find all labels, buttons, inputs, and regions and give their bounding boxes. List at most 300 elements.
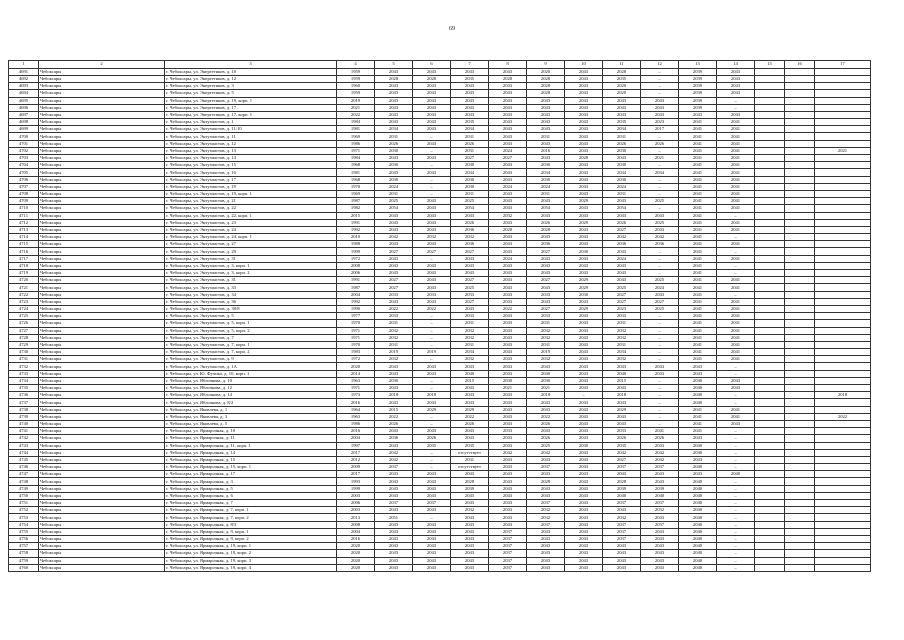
settlement-cell: Чебоксары <box>39 313 165 320</box>
value-cell: 2030 <box>565 291 603 298</box>
value-cell: 2035 <box>603 75 641 82</box>
table-row <box>9 219 871 226</box>
address-cell: г. Чебоксары, ул. Энтузиастов, д. 1А <box>165 363 337 370</box>
value-cell: 2022 <box>337 111 375 118</box>
value-cell: – <box>717 564 755 571</box>
value-cell: 2043 <box>413 557 451 564</box>
value-cell: 2032 <box>413 234 451 241</box>
settlement-cell: Чебоксары <box>39 492 165 499</box>
value-cell: 2020 <box>337 543 375 550</box>
value-cell: 2041 <box>679 262 717 269</box>
settlement-cell: Чебоксары <box>39 212 165 219</box>
value-cell: 2043 <box>375 212 413 219</box>
value-cell: 2025 <box>641 277 679 284</box>
value-cell: – <box>641 327 679 334</box>
value-cell: 2043 <box>489 370 527 377</box>
row-number-cell: 4727 <box>9 327 39 334</box>
column-number-header: 8 <box>489 61 527 69</box>
value-cell: 2040 <box>679 557 717 564</box>
table-row <box>9 176 871 183</box>
table-row <box>9 277 871 284</box>
address-cell: г. Чебоксары, ул. Энтузиастов, д. 19, корп. 1 <box>165 190 337 197</box>
value-cell: 2020 <box>603 83 641 90</box>
value-cell <box>785 291 815 298</box>
value-cell: 2027 <box>451 155 489 162</box>
settlement-cell: Чебоксары <box>39 320 165 327</box>
settlement-cell: Чебоксары <box>39 219 165 226</box>
value-cell: 2037 <box>603 521 641 528</box>
settlement-cell: Чебоксары <box>39 140 165 147</box>
address-cell: г. Чебоксары, ул. Ярмарочная, д. 5 <box>165 485 337 492</box>
value-cell: 2043 <box>717 385 755 392</box>
row-number-cell: 4715 <box>9 241 39 248</box>
value-cell: 1982 <box>337 205 375 212</box>
value-cell: 2029 <box>565 219 603 226</box>
settlement-cell: Чебоксары <box>39 370 165 377</box>
value-cell: 2043 <box>717 420 755 427</box>
value-cell: 2043 <box>375 90 413 97</box>
value-cell: 2028 <box>603 68 641 75</box>
value-cell: 2028 <box>527 226 565 233</box>
value-cell: 2043 <box>451 528 489 535</box>
value-cell: 2037 <box>641 521 679 528</box>
value-cell: 2043 <box>527 198 565 205</box>
value-cell: 2032 <box>527 356 565 363</box>
settlement-cell: Чебоксары <box>39 169 165 176</box>
value-cell: 2027 <box>413 248 451 255</box>
value-cell: – <box>641 255 679 262</box>
value-cell: 1971 <box>337 334 375 341</box>
value-cell: 2022 <box>815 413 871 420</box>
row-number-cell: 4730 <box>9 349 39 356</box>
value-cell: 2041 <box>679 155 717 162</box>
value-cell: 2041 <box>717 298 755 305</box>
value-cell <box>785 500 815 507</box>
value-cell: 2040 <box>603 492 641 499</box>
value-cell: – <box>641 147 679 154</box>
value-cell: 2041 <box>679 298 717 305</box>
row-number-cell: 4699 <box>9 126 39 133</box>
settlement-cell: Чебоксары <box>39 241 165 248</box>
column-number-header: 9 <box>527 61 565 69</box>
value-cell: – <box>717 262 755 269</box>
value-cell: 2020 <box>337 564 375 571</box>
value-cell <box>815 226 871 233</box>
value-cell <box>755 313 785 320</box>
address-cell: г. Чебоксары, ул. Яблочкова, д. 10 <box>165 377 337 384</box>
value-cell: 2032 <box>527 514 565 521</box>
value-cell: 1971 <box>337 147 375 154</box>
value-cell: 2043 <box>413 226 451 233</box>
address-cell: г. Чебоксары, ул. Энтузиастов, д. 33 <box>165 284 337 291</box>
address-cell: г. Чебоксары, ул. Ярмарочная, д. 11, корп. 1 <box>165 442 337 449</box>
value-cell: 2043 <box>603 543 641 550</box>
value-cell: 1968 <box>337 176 375 183</box>
value-cell <box>815 349 871 356</box>
address-cell: г. Чебоксары, ул. Энтузиастов, д. 5, корп. 1 <box>165 320 337 327</box>
value-cell: – <box>413 464 451 471</box>
value-cell <box>815 492 871 499</box>
value-cell: 2026 <box>451 420 489 427</box>
value-cell: 2041 <box>717 147 755 154</box>
value-cell: – <box>413 456 451 463</box>
value-cell: 2041 <box>679 428 717 435</box>
value-cell: 2040 <box>679 507 717 514</box>
value-cell: – <box>717 399 755 406</box>
value-cell: 2026 <box>603 219 641 226</box>
value-cell: 2043 <box>375 428 413 435</box>
value-cell <box>785 83 815 90</box>
table-row <box>9 284 871 291</box>
value-cell: 2043 <box>375 111 413 118</box>
value-cell: 2034 <box>603 349 641 356</box>
address-cell: г. Чебоксары, ул. Энтузиастов, д. 16 <box>165 169 337 176</box>
value-cell: 2043 <box>375 119 413 126</box>
address-cell: г. Чебоксары, ул. Яковлева, д. 5 <box>165 420 337 427</box>
value-cell <box>755 420 785 427</box>
address-cell: г. Чебоксары, ул. Энтузиастов, д. 12 <box>165 140 337 147</box>
table-row <box>9 528 871 535</box>
value-cell: 2043 <box>527 212 565 219</box>
value-cell <box>785 90 815 97</box>
value-cell: 2032 <box>375 327 413 334</box>
value-cell: 2030 <box>375 377 413 384</box>
settlement-cell: Чебоксары <box>39 111 165 118</box>
value-cell <box>815 514 871 521</box>
value-cell: 2018 <box>527 392 565 399</box>
value-cell <box>815 363 871 370</box>
settlement-cell: Чебоксары <box>39 507 165 514</box>
value-cell: 2043 <box>489 198 527 205</box>
value-cell: 2039 <box>603 485 641 492</box>
table-row <box>9 521 871 528</box>
value-cell: 1981 <box>337 169 375 176</box>
value-cell: 1972 <box>337 356 375 363</box>
value-cell: 2043 <box>375 255 413 262</box>
table-row <box>9 234 871 241</box>
value-cell: 2040 <box>679 485 717 492</box>
value-cell <box>755 521 785 528</box>
value-cell: 2042 <box>375 449 413 456</box>
value-cell: 2043 <box>565 535 603 542</box>
value-cell: – <box>717 270 755 277</box>
value-cell: 2029 <box>451 406 489 413</box>
value-cell <box>785 176 815 183</box>
value-cell: 1971 <box>337 385 375 392</box>
value-cell <box>755 68 785 75</box>
value-cell: – <box>717 392 755 399</box>
value-cell <box>815 449 871 456</box>
value-cell <box>755 550 785 557</box>
row-number-cell: 4746 <box>9 464 39 471</box>
value-cell: 2043 <box>679 435 717 442</box>
value-cell: – <box>413 183 451 190</box>
value-cell: 1993 <box>337 478 375 485</box>
address-cell: г. Чебоксары, ул. Ярмарочная, д. 10 <box>165 428 337 435</box>
address-cell: г. Чебоксары, ул. Ярмарочная, д. 6 <box>165 492 337 499</box>
value-cell: – <box>717 428 755 435</box>
table-row <box>9 262 871 269</box>
value-cell <box>815 234 871 241</box>
value-cell: 2043 <box>413 399 451 406</box>
value-cell: 2019 <box>337 97 375 104</box>
value-cell: 2043 <box>565 464 603 471</box>
row-number-cell: 4693 <box>9 83 39 90</box>
table-row <box>9 83 871 90</box>
settlement-cell: Чебоксары <box>39 176 165 183</box>
value-cell: 2043 <box>603 155 641 162</box>
value-cell <box>785 334 815 341</box>
table-row <box>9 564 871 571</box>
value-cell: – <box>413 449 451 456</box>
value-cell: 2003 <box>337 507 375 514</box>
value-cell: 2041 <box>717 155 755 162</box>
value-cell: 2040 <box>451 370 489 377</box>
value-cell: 2043 <box>489 241 527 248</box>
value-cell: 2037 <box>375 500 413 507</box>
address-cell: г. Чебоксары, ул. Энтузиастов, д. 19 <box>165 183 337 190</box>
value-cell: 2015 <box>603 377 641 384</box>
header-row <box>9 61 871 69</box>
value-cell <box>755 126 785 133</box>
value-cell <box>815 305 871 312</box>
value-cell <box>785 449 815 456</box>
value-cell <box>815 126 871 133</box>
value-cell: – <box>717 521 755 528</box>
value-cell: 2043 <box>489 399 527 406</box>
value-cell: 2024 <box>489 255 527 262</box>
value-cell: 2029 <box>565 198 603 205</box>
value-cell: 2043 <box>603 550 641 557</box>
value-cell: 2041 <box>679 270 717 277</box>
address-cell: г. Чебоксары, ул. Энергетиков, д. 5 <box>165 90 337 97</box>
value-cell: 2043 <box>375 557 413 564</box>
value-cell: 2043 <box>375 507 413 514</box>
value-cell <box>815 435 871 442</box>
value-cell: 1977 <box>337 313 375 320</box>
value-cell: 2043 <box>641 514 679 521</box>
value-cell <box>755 528 785 535</box>
value-cell: 2043 <box>565 356 603 363</box>
value-cell: 1987 <box>337 198 375 205</box>
value-cell: – <box>717 370 755 377</box>
value-cell: 1972 <box>337 255 375 262</box>
table-row <box>9 248 871 255</box>
value-cell: 2043 <box>451 550 489 557</box>
value-cell: 2043 <box>565 370 603 377</box>
value-cell: 2008 <box>337 262 375 269</box>
value-cell <box>785 226 815 233</box>
value-cell: 2043 <box>527 234 565 241</box>
value-cell: 2025 <box>375 198 413 205</box>
value-cell: 2029 <box>565 277 603 284</box>
value-cell <box>815 341 871 348</box>
value-cell: 2043 <box>413 298 451 305</box>
value-cell: 2028 <box>527 83 565 90</box>
value-cell: 2043 <box>565 90 603 97</box>
value-cell: 2043 <box>603 413 641 420</box>
value-cell: 2043 <box>489 83 527 90</box>
table-row <box>9 543 871 550</box>
settlement-cell: Чебоксары <box>39 442 165 449</box>
value-cell: 2043 <box>375 492 413 499</box>
value-cell: 2043 <box>603 198 641 205</box>
row-number-cell: 4696 <box>9 104 39 111</box>
value-cell: – <box>717 104 755 111</box>
value-cell: 2026 <box>375 140 413 147</box>
value-cell: 2025 <box>451 284 489 291</box>
value-cell: 2033 <box>451 313 489 320</box>
value-cell: 2043 <box>375 155 413 162</box>
value-cell: 2043 <box>565 147 603 154</box>
value-cell: 2043 <box>375 83 413 90</box>
value-cell: 2037 <box>489 550 527 557</box>
value-cell: 2043 <box>717 75 755 82</box>
value-cell: 2036 <box>375 435 413 442</box>
value-cell: 2035 <box>451 75 489 82</box>
address-cell: г. Чебоксары, ул. Энтузиастов, д. 38/8 <box>165 305 337 312</box>
value-cell: 2026 <box>527 219 565 226</box>
value-cell <box>755 456 785 463</box>
value-cell: 2041 <box>679 420 717 427</box>
value-cell <box>815 442 871 449</box>
value-cell: 2040 <box>679 500 717 507</box>
value-cell: – <box>717 550 755 557</box>
value-cell: 1997 <box>337 442 375 449</box>
settlement-cell: Чебоксары <box>39 478 165 485</box>
value-cell: 2028 <box>489 226 527 233</box>
value-cell: 2043 <box>565 377 603 384</box>
value-cell: 2043 <box>565 68 603 75</box>
value-cell: – <box>413 334 451 341</box>
value-cell: 2041 <box>679 205 717 212</box>
value-cell: 2043 <box>489 341 527 348</box>
value-cell: 2043 <box>375 521 413 528</box>
table-row <box>9 442 871 449</box>
value-cell: 2033 <box>375 313 413 320</box>
value-cell: 2004 <box>337 291 375 298</box>
value-cell: 2035 <box>603 442 641 449</box>
table-row <box>9 392 871 399</box>
value-cell: 2031 <box>451 320 489 327</box>
value-cell <box>785 126 815 133</box>
value-cell: 1999 <box>337 485 375 492</box>
value-cell: 2043 <box>413 564 451 571</box>
value-cell: 2039 <box>679 83 717 90</box>
value-cell: 2028 <box>527 478 565 485</box>
value-cell <box>785 528 815 535</box>
value-cell: 2041 <box>679 327 717 334</box>
address-cell: г. Чебоксары, ул. Энергетиков, д. 12 <box>165 75 337 82</box>
value-cell: – <box>413 385 451 392</box>
value-cell: 2041 <box>679 190 717 197</box>
value-cell <box>815 219 871 226</box>
value-cell: 2043 <box>375 262 413 269</box>
value-cell: 2043 <box>413 492 451 499</box>
value-cell: 2040 <box>527 370 565 377</box>
value-cell: 2041 <box>679 305 717 312</box>
value-cell <box>755 399 785 406</box>
value-cell: 2043 <box>451 535 489 542</box>
row-number-cell: 4736 <box>9 392 39 399</box>
value-cell: 2031 <box>603 341 641 348</box>
value-cell: 2043 <box>565 75 603 82</box>
value-cell: 2043 <box>489 277 527 284</box>
table-row <box>9 449 871 456</box>
value-cell: 2043 <box>641 363 679 370</box>
row-number-cell: 4732 <box>9 363 39 370</box>
value-cell: 2040 <box>679 550 717 557</box>
value-cell: 2043 <box>451 392 489 399</box>
value-cell: 2041 <box>717 284 755 291</box>
settlement-cell: Чебоксары <box>39 521 165 528</box>
table-row <box>9 471 871 478</box>
value-cell: 2030 <box>603 176 641 183</box>
value-cell <box>755 557 785 564</box>
value-cell: 2043 <box>565 471 603 478</box>
column-number-header: 1 <box>9 61 39 69</box>
address-cell: г. Чебоксары, ул. Ярмарочная, д. 7, корп. 2 <box>165 514 337 521</box>
value-cell: 2035 <box>603 119 641 126</box>
value-cell <box>755 205 785 212</box>
value-cell <box>785 284 815 291</box>
value-cell: – <box>413 320 451 327</box>
value-cell: 2040 <box>679 564 717 571</box>
value-cell: 2024 <box>603 183 641 190</box>
settlement-cell: Чебоксары <box>39 377 165 384</box>
value-cell: 2037 <box>603 528 641 535</box>
value-cell: 2041 <box>679 126 717 133</box>
settlement-cell: Чебоксары <box>39 471 165 478</box>
value-cell <box>815 248 871 255</box>
value-cell: 2041 <box>717 169 755 176</box>
value-cell <box>815 104 871 111</box>
value-cell: 2040 <box>679 543 717 550</box>
address-cell: г. Чебоксары, ул. Энтузиастов, д. 11/10 <box>165 126 337 133</box>
value-cell: 2043 <box>565 521 603 528</box>
value-cell: 2043 <box>603 248 641 255</box>
value-cell <box>755 305 785 312</box>
table-row <box>9 126 871 133</box>
value-cell: 2041 <box>717 162 755 169</box>
value-cell: 2027 <box>603 298 641 305</box>
value-cell: 2028 <box>489 75 527 82</box>
value-cell <box>785 241 815 248</box>
value-cell <box>785 234 815 241</box>
value-cell: – <box>413 420 451 427</box>
value-cell: 2043 <box>413 169 451 176</box>
value-cell: 2054 <box>603 205 641 212</box>
value-cell <box>815 155 871 162</box>
value-cell: 2043 <box>603 385 641 392</box>
value-cell <box>815 550 871 557</box>
settlement-cell: Чебоксары <box>39 557 165 564</box>
value-cell: 2043 <box>527 284 565 291</box>
value-cell <box>785 406 815 413</box>
value-cell <box>785 456 815 463</box>
value-cell: – <box>717 478 755 485</box>
table-row <box>9 363 871 370</box>
value-cell: 2035 <box>451 442 489 449</box>
value-cell: 1992 <box>337 298 375 305</box>
value-cell <box>785 385 815 392</box>
value-cell <box>815 543 871 550</box>
address-cell: г. Чебоксары, ул. Энергетиков, д. 10 <box>165 68 337 75</box>
value-cell: 2043 <box>413 155 451 162</box>
value-cell <box>755 212 785 219</box>
value-cell: 2043 <box>565 183 603 190</box>
value-cell: 2043 <box>565 270 603 277</box>
